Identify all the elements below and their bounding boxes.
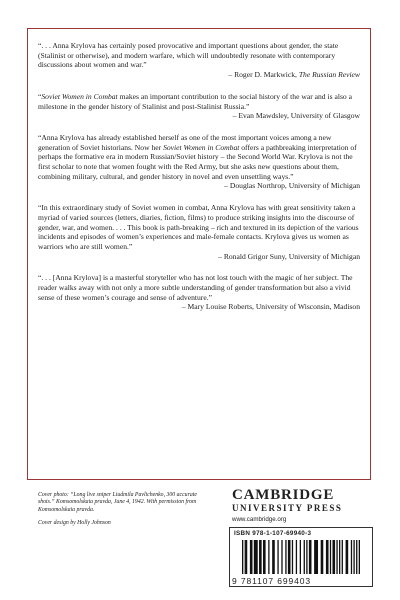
quote-attribution [38,70,360,80]
attribution-run: – Roger D. Markwick, [228,70,299,80]
attribution-run: – Evan Mawdsley, University of Glasgow [232,111,360,121]
attribution-run: The Russian Review [298,70,360,80]
publisher-logo [232,488,370,524]
attribution-run: – Ronald Grigor Suny, University of Michigan [218,251,360,261]
review-quote [38,41,360,80]
attribution-run: – Mary Louise Roberts, University of Wisconsin, Madison [181,302,360,312]
review-quote [38,133,360,191]
quote-text-run: “ [38,91,42,101]
quote-text-run: “In this extraordinary study of Soviet women in combat, Anna Krylova has with great sensitivity taken a myriad of varied sources (letters, diaries, fiction, films) to produce striking insights into the discourse of gender, war, and women. . . . This book is path-breaking – rich and textured in its depiction of the various incidents and episodes of women’s experiences and male-female contacts. Krylova gives us women as warriors who are still women.” [38,203,359,251]
attribution-run: – Douglas Northrop, University of Michigan [224,181,360,191]
quote-attribution [38,181,360,191]
barcode-icon [238,540,366,576]
cover-photo-note: Cover photo: “Long live sniper Liudmila Pavlichenko, 300 accurate shots.” Komsomolskaia pravda, June 4, 1942. With permission from Komsomolskaia pravda. [38,492,197,513]
isbn-label: ISBN 978-1-107-69940-3 [234,530,312,537]
quote-text-run: offers a pathbreaking interpretation of perhaps the formative era in modern Russian/Soviet history – the Second World War. Krylova is not the first scholar to note that women fought with the Red Army, but she asks new questions about them, combining military, cultural, and gender history in novel and even unsettling ways.” [38,142,357,181]
barcode-box [229,527,373,587]
quote-text [38,92,360,111]
quote-italic-title: Soviet Women in Combat [163,142,240,152]
review-quote [38,92,360,121]
publisher-url: www.cambridge.org [232,516,287,523]
quote-italic-title: Soviet Women in Combat [41,91,118,101]
publisher-name: CAMBRIDGE [232,487,335,503]
quote-attribution [38,111,360,121]
publisher-press: UNIVERSITY PRESS [232,503,343,513]
quote-text [38,203,360,252]
cover-notes [38,492,208,534]
quote-text [38,273,360,302]
cover-design-note: Cover design by Holly Johnson [38,520,111,527]
review-quote [38,203,360,261]
quote-text-run: makes an important contribution to the social history of the war and is also a milestone in the gender history of Stalinist and post-Stalinist Russia.” [38,91,352,111]
quote-text-run: “Anna Krylova has already established herself as one of the most important voices among a new generation of Soviet historians. Now her [38,132,332,152]
quote-text-run: “. . . [Anna Krylova] is a masterful storyteller who has not lost touch with the magic of her subject. The reader walks away with not only a more subtle understanding of gender transformation but also a vivid sense of these women’s courage and sense of adventure.” [38,273,353,302]
review-quote [38,273,360,312]
quote-text [38,133,360,182]
quotes-list [38,41,360,324]
quote-attribution [38,252,360,262]
barcode-digits: 9 781107 699403 [232,576,312,586]
quote-attribution [38,302,360,312]
quote-text-run: “. . . Anna Krylova has certainly posed provocative and important questions about gender, the state (Stalinist or otherwise), and modern warfare, which will undoubtedly resonate with contemporary discussions about women and war.” [38,41,339,70]
quote-text [38,41,360,70]
